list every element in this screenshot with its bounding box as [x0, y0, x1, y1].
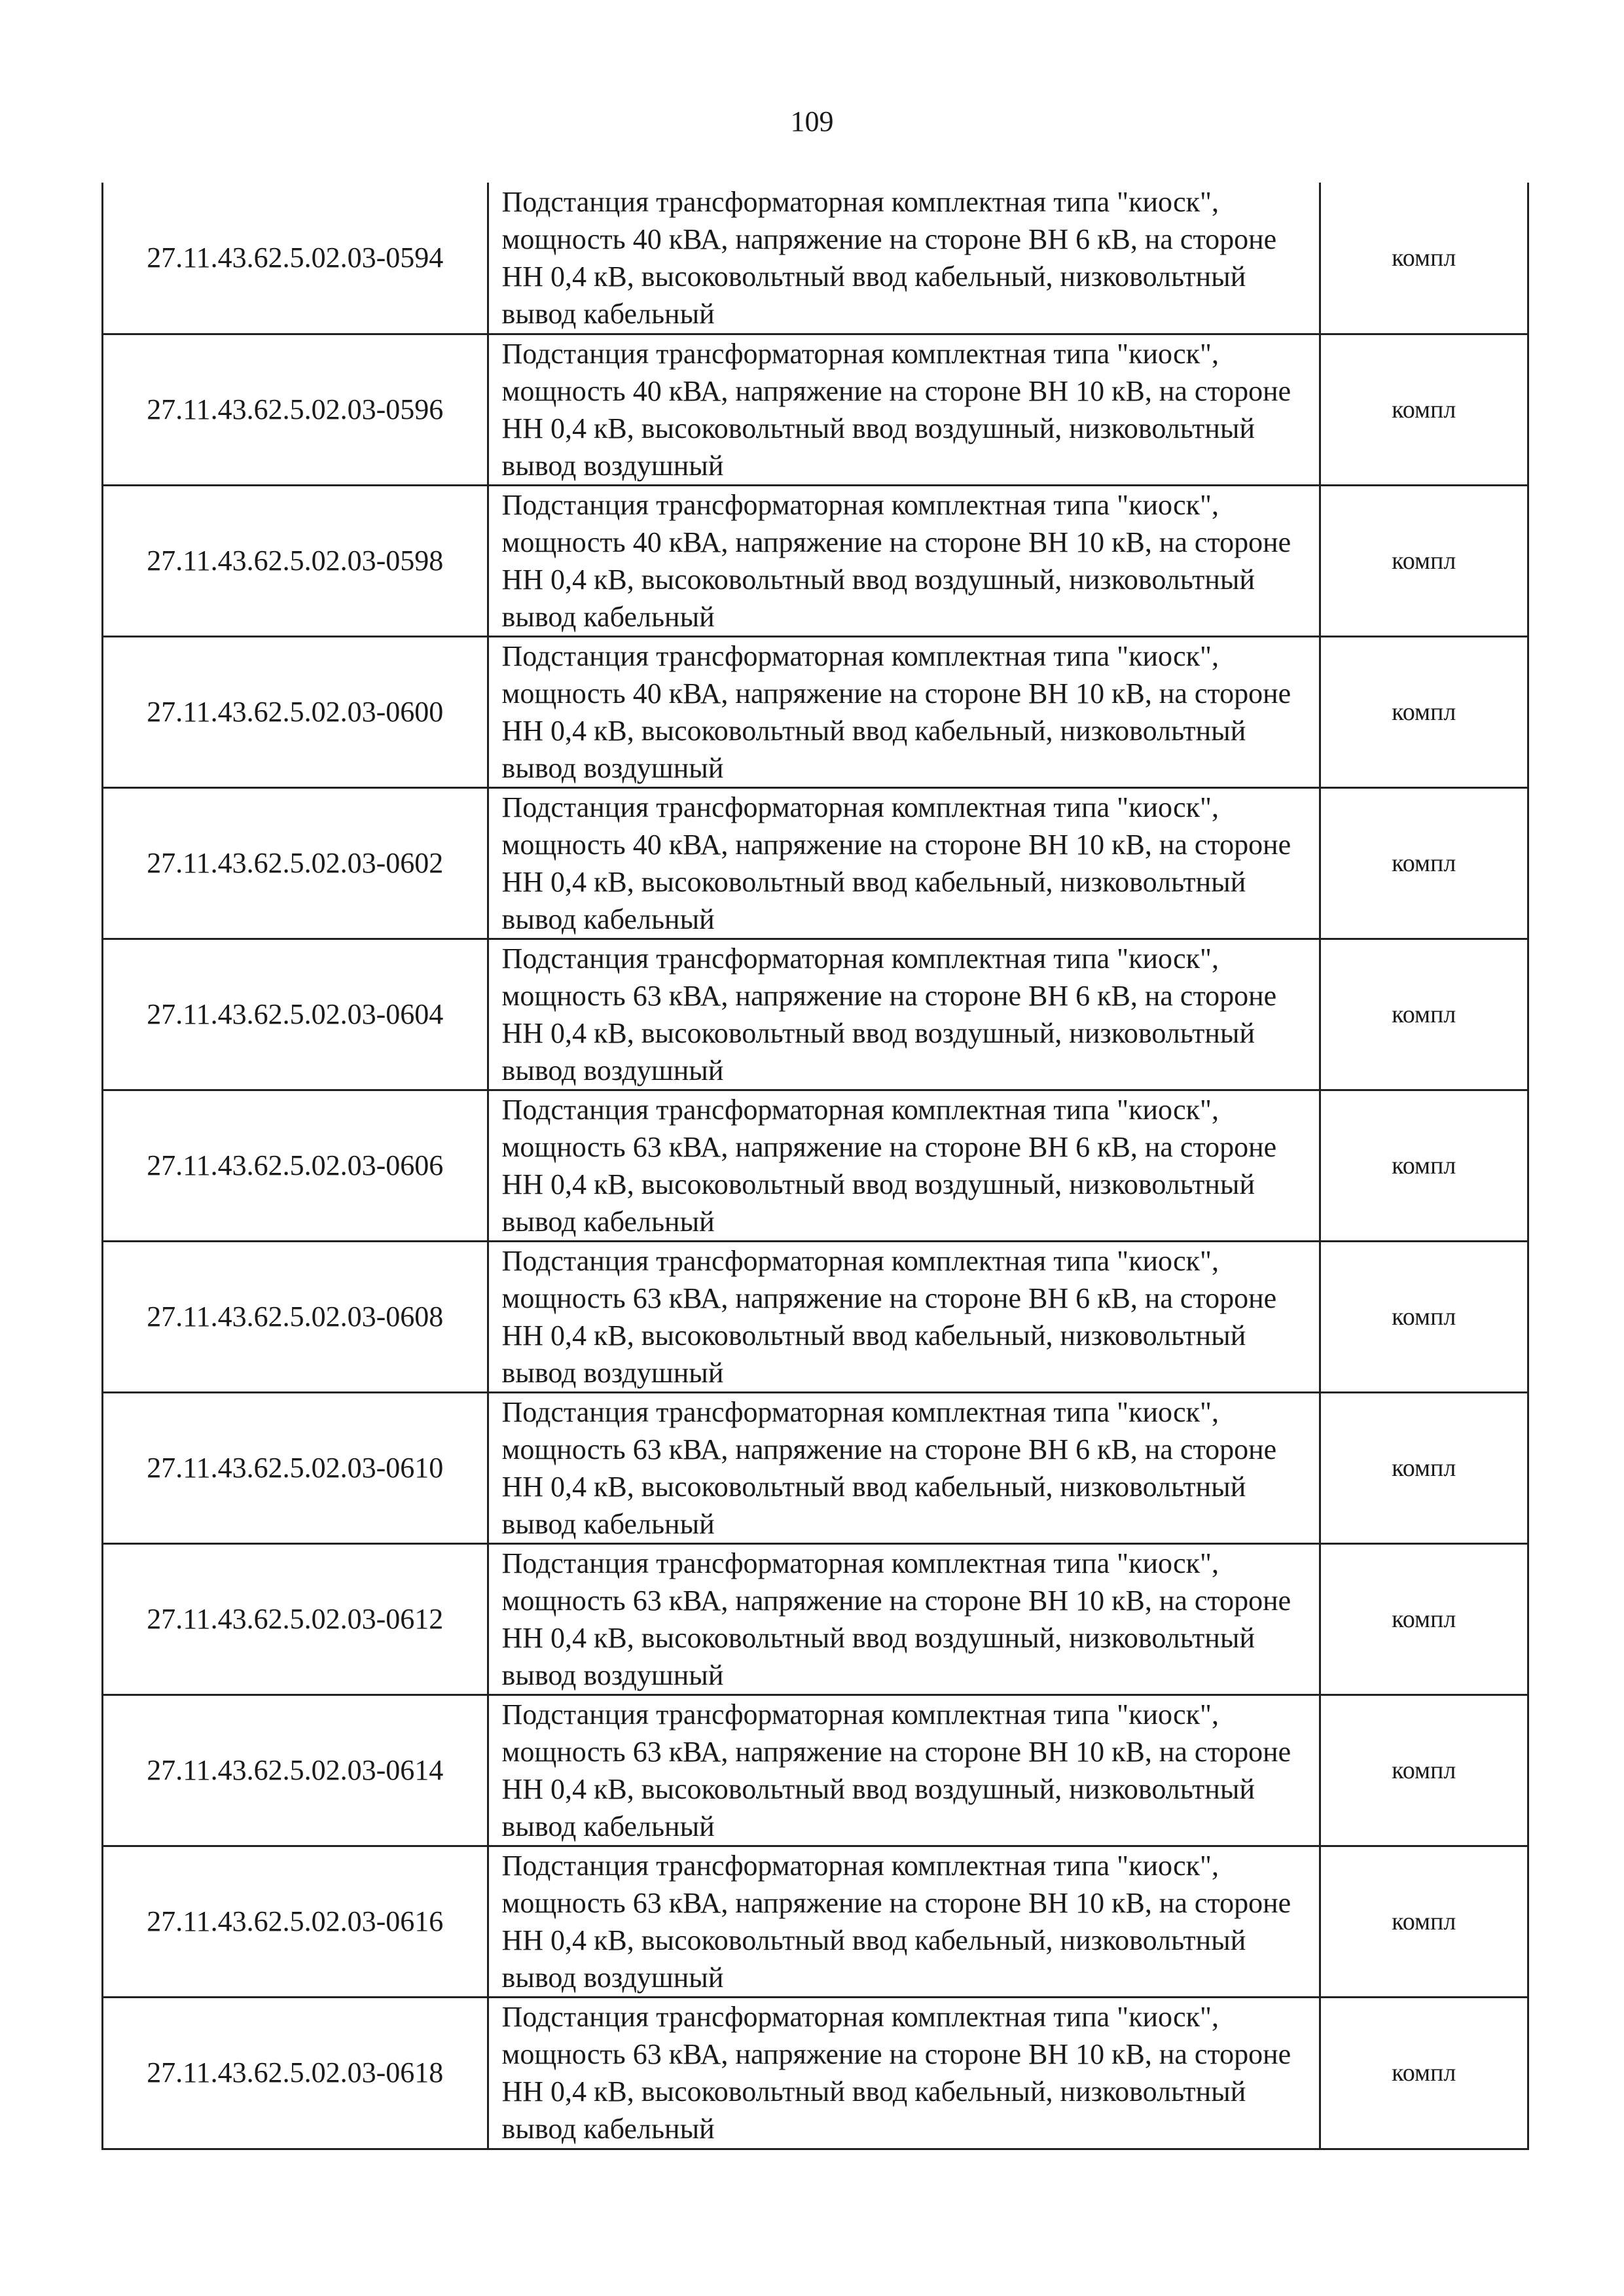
- resource-code-cell: 27.11.43.62.5.02.03-0602: [103, 787, 488, 939]
- resource-name-cell: Подстанция трансформаторная комплектная типа "киоск", мощность 63 кВА, напряжение на стороне ВН 6 кВ, на стороне НН 0,4 кВ, высоковольтный ввод воздушный, низковольтный вывод воздушный: [488, 939, 1320, 1090]
- page-number: 109: [790, 105, 834, 137]
- table-row: [103, 1241, 1527, 1392]
- unit-cell: компл: [1320, 1241, 1527, 1392]
- unit-cell: компл: [1320, 939, 1527, 1090]
- unit-cell: компл: [1320, 636, 1527, 787]
- unit-cell: компл: [1320, 334, 1527, 485]
- table-row: [103, 485, 1527, 636]
- unit-cell: компл: [1320, 1997, 1527, 2148]
- resource-code-cell: 27.11.43.62.5.02.03-0616: [103, 1846, 488, 1997]
- resource-code-cell: 27.11.43.62.5.02.03-0610: [103, 1392, 488, 1543]
- resource-name-cell: Подстанция трансформаторная комплектная типа "киоск", мощность 63 кВА, напряжение на стороне ВН 6 кВ, на стороне НН 0,4 кВ, высоковольтный ввод воздушный, низковольтный вывод кабельный: [488, 1090, 1320, 1241]
- resource-name-cell: Подстанция трансформаторная комплектная типа "киоск", мощность 63 кВА, напряжение на стороне ВН 10 кВ, на стороне НН 0,4 кВ, высоковольтный ввод воздушный, низковольтный вывод воздушный: [488, 1543, 1320, 1695]
- resource-code-cell: 27.11.43.62.5.02.03-0608: [103, 1241, 488, 1392]
- resource-name-cell: Подстанция трансформаторная комплектная типа "киоск", мощность 63 кВА, напряжение на стороне ВН 10 кВ, на стороне НН 0,4 кВ, высоковольтный ввод воздушный, низковольтный вывод кабельный: [488, 1695, 1320, 1846]
- resource-code-cell: 27.11.43.62.5.02.03-0594: [103, 183, 488, 334]
- resource-name-cell: Подстанция трансформаторная комплектная типа "киоск", мощность 40 кВА, напряжение на стороне ВН 10 кВ, на стороне НН 0,4 кВ, высоковольтный ввод воздушный, низковольтный вывод воздушный: [488, 334, 1320, 485]
- resource-code-cell: 27.11.43.62.5.02.03-0614: [103, 1695, 488, 1846]
- resource-name-cell: Подстанция трансформаторная комплектная типа "киоск", мощность 63 кВА, напряжение на стороне ВН 10 кВ, на стороне НН 0,4 кВ, высоковольтный ввод кабельный, низковольтный вывод воздушный: [488, 1846, 1320, 1997]
- unit-cell: компл: [1320, 183, 1527, 334]
- resource-table: [101, 183, 1529, 2150]
- table-row: [103, 1543, 1527, 1695]
- table-row: [103, 334, 1527, 485]
- unit-cell: компл: [1320, 1090, 1527, 1241]
- table-row: [103, 183, 1527, 334]
- resource-name-cell: Подстанция трансформаторная комплектная типа "киоск", мощность 63 кВА, напряжение на стороне ВН 6 кВ, на стороне НН 0,4 кВ, высоковольтный ввод кабельный, низковольтный вывод воздушный: [488, 1241, 1320, 1392]
- table-row: [103, 1090, 1527, 1241]
- resource-table-grid: [103, 183, 1527, 2148]
- resource-code-cell: 27.11.43.62.5.02.03-0596: [103, 334, 488, 485]
- resource-name-cell: Подстанция трансформаторная комплектная типа "киоск", мощность 63 кВА, напряжение на стороне ВН 10 кВ, на стороне НН 0,4 кВ, высоковольтный ввод кабельный, низковольтный вывод кабельный: [488, 1997, 1320, 2148]
- unit-cell: компл: [1320, 485, 1527, 636]
- resource-name-cell: Подстанция трансформаторная комплектная типа "киоск", мощность 40 кВА, напряжение на стороне ВН 10 кВ, на стороне НН 0,4 кВ, высоковольтный ввод воздушный, низковольтный вывод кабельный: [488, 485, 1320, 636]
- unit-cell: компл: [1320, 787, 1527, 939]
- resource-name-cell: Подстанция трансформаторная комплектная типа "киоск", мощность 40 кВА, напряжение на стороне ВН 10 кВ, на стороне НН 0,4 кВ, высоковольтный ввод кабельный, низковольтный вывод воздушный: [488, 636, 1320, 787]
- unit-cell: компл: [1320, 1695, 1527, 1846]
- table-row: [103, 1392, 1527, 1543]
- table-row: [103, 636, 1527, 787]
- table-row: [103, 1997, 1527, 2148]
- resource-code-cell: 27.11.43.62.5.02.03-0618: [147, 2056, 444, 2089]
- unit-cell: компл: [1320, 1543, 1527, 1695]
- table-body: [103, 183, 1527, 2148]
- resource-name-cell: Подстанция трансформаторная комплектная типа "киоск", мощность 40 кВА, напряжение на стороне ВН 6 кВ, на стороне НН 0,4 кВ, высоковольтный ввод кабельный, низковольтный вывод кабельный: [488, 183, 1320, 334]
- resource-code-cell: 27.11.43.62.5.02.03-0600: [103, 636, 488, 787]
- resource-code-cell: 27.11.43.62.5.02.03-0606: [103, 1090, 488, 1241]
- resource-code-cell: 27.11.43.62.5.02.03-0612: [103, 1543, 488, 1695]
- unit-cell: компл: [1320, 1392, 1527, 1543]
- resource-name-cell: Подстанция трансформаторная комплектная типа "киоск", мощность 63 кВА, напряжение на стороне ВН 6 кВ, на стороне НН 0,4 кВ, высоковольтный ввод кабельный, низковольтный вывод кабельный: [488, 1392, 1320, 1543]
- table-row: [103, 1695, 1527, 1846]
- table-row: [103, 939, 1527, 1090]
- resource-code-cell: 27.11.43.62.5.02.03-0598: [103, 485, 488, 636]
- resource-code-cell: 27.11.43.62.5.02.03-0604: [103, 939, 488, 1090]
- resource-name-cell: Подстанция трансформаторная комплектная типа "киоск", мощность 40 кВА, напряжение на стороне ВН 10 кВ, на стороне НН 0,4 кВ, высоковольтный ввод кабельный, низковольтный вывод кабельный: [488, 787, 1320, 939]
- table-row: [103, 787, 1527, 939]
- table-row: [103, 1846, 1527, 1997]
- unit-cell: компл: [1320, 1846, 1527, 1997]
